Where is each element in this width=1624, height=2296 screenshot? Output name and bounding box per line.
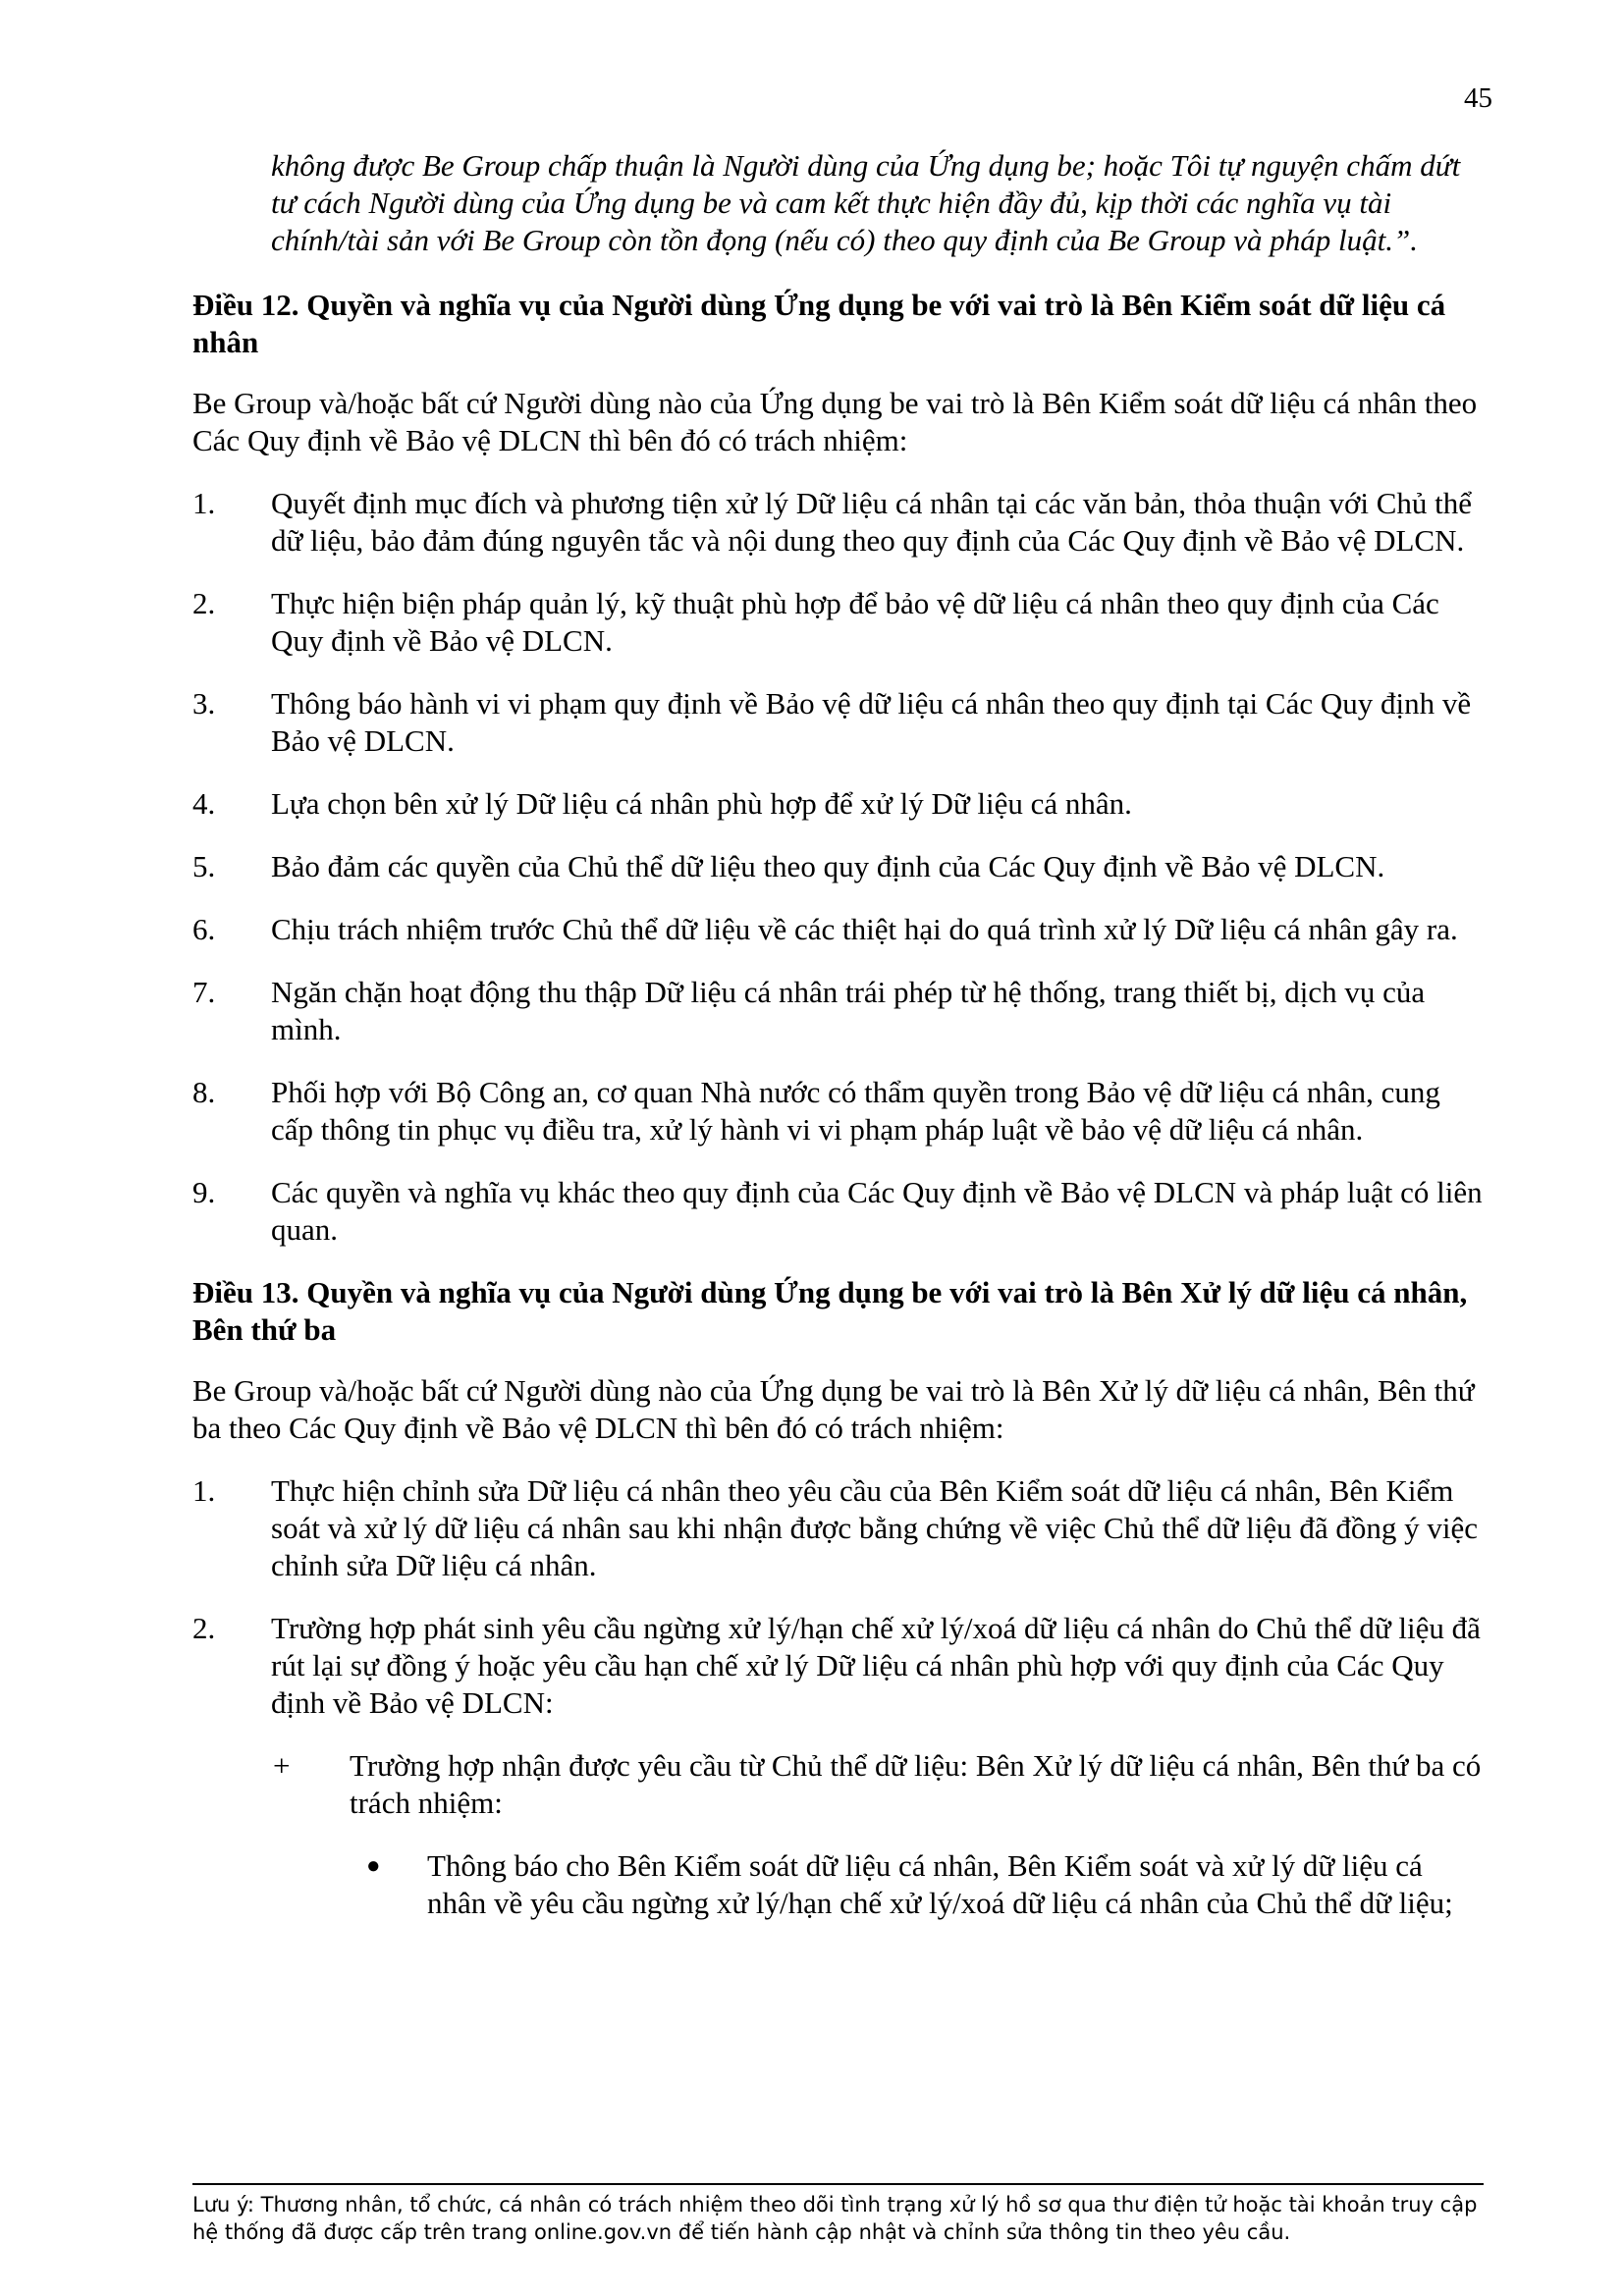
- article-13-item-1: [192, 1472, 1484, 1584]
- item-number: 8.: [192, 1075, 216, 1109]
- sub-item-text: Trường hợp nhận được yêu cầu từ Chủ thể dữ liệu: Bên Xử lý dữ liệu cá nhân, Bên thứ ba có trách nhiệm:: [350, 1748, 1482, 1820]
- article-12-item-9: [192, 1174, 1484, 1249]
- article-12-item-1: [192, 485, 1484, 560]
- item-number: 5.: [192, 849, 216, 883]
- item-text: Thực hiện biện pháp quản lý, kỹ thuật phù hợp để bảo vệ dữ liệu cá nhân theo quy định của Các Quy định về Bảo vệ DLCN.: [271, 586, 1439, 658]
- item-text: Ngăn chặn hoạt động thu thập Dữ liệu cá nhân trái phép từ hệ thống, trang thiết bị, dịch vụ của mình.: [271, 975, 1426, 1046]
- article-12-heading: Điều 12. Quyền và nghĩa vụ của Người dùng Ứng dụng be với vai trò là Bên Kiểm soát dữ liệu cá nhân: [192, 288, 1446, 359]
- item-number: 1.: [192, 486, 216, 520]
- article-12-lead: Be Group và/hoặc bất cứ Người dùng nào của Ứng dụng be vai trò là Bên Kiểm soát dữ liệu cá nhân theo Các Quy định về Bảo vệ DLCN thì bên đó có trách nhiệm:: [192, 386, 1478, 457]
- item-number: 7.: [192, 975, 216, 1009]
- item-text: Trường hợp phát sinh yêu cầu ngừng xử lý/hạn chế xử lý/xoá dữ liệu cá nhân do Chủ thể dữ liệu đã rút lại sự đồng ý hoặc yêu cầu hạn chế xử lý Dữ liệu cá nhân phù hợp với quy định của Các Quy định về Bảo vệ DLCN:: [271, 1611, 1481, 1720]
- item-number: 2.: [192, 586, 216, 620]
- item-number: 6.: [192, 912, 216, 946]
- item-text: Các quyền và nghĩa vụ khác theo quy định của Các Quy định về Bảo vệ DLCN và pháp luật có liên quan.: [271, 1175, 1483, 1247]
- item-text: Lựa chọn bên xử lý Dữ liệu cá nhân phù hợp để xử lý Dữ liệu cá nhân.: [271, 786, 1132, 821]
- bullet-icon: ●: [366, 1853, 381, 1879]
- footer-divider: [192, 2183, 1484, 2185]
- article-12-item-6: [192, 911, 1484, 948]
- item-number: 9.: [192, 1175, 216, 1209]
- intro-italic-paragraph: không được Be Group chấp thuận là Người dùng của Ứng dụng be; hoặc Tôi tự nguyện chấm dứt tư cách Người dùng của Ứng dụng be và cam kết thực hiện đầy đủ, kịp thời các nghĩa vụ tài chính/tài sản với Be Group còn tồn đọng (nếu có) theo quy định của Be Group và pháp luật.”.: [271, 148, 1461, 257]
- item-text: Bảo đảm các quyền của Chủ thể dữ liệu theo quy định của Các Quy định về Bảo vệ DLCN.: [271, 849, 1385, 883]
- article-13-bullet-item: [364, 1847, 1484, 1922]
- article-13-item-2: [192, 1610, 1484, 1722]
- item-text: Phối hợp với Bộ Công an, cơ quan Nhà nước có thẩm quyền trong Bảo vệ dữ liệu cá nhân, cung cấp thông tin phục vụ điều tra, xử lý hành vi vi phạm pháp luật về bảo vệ dữ liệu cá nhân.: [271, 1075, 1440, 1147]
- article-12-item-7: [192, 974, 1484, 1048]
- item-text: Thực hiện chỉnh sửa Dữ liệu cá nhân theo yêu cầu của Bên Kiểm soát dữ liệu cá nhân, Bên Kiểm soát và xử lý dữ liệu cá nhân sau khi nhận được bằng chứng về việc Chủ thể dữ liệu đã đồng ý việc chỉnh sửa Dữ liệu cá nhân.: [271, 1473, 1479, 1582]
- item-text: Chịu trách nhiệm trước Chủ thể dữ liệu về các thiệt hại do quá trình xử lý Dữ liệu cá nhân gây ra.: [271, 912, 1458, 946]
- bullet-text: Thông báo cho Bên Kiểm soát dữ liệu cá nhân, Bên Kiểm soát và xử lý dữ liệu cá nhân về yêu cầu ngừng xử lý/hạn chế xử lý/xoá dữ liệu cá nhân của Chủ thể dữ liệu;: [427, 1848, 1453, 1920]
- item-text: Quyết định mục đích và phương tiện xử lý Dữ liệu cá nhân tại các văn bản, thỏa thuận với Chủ thể dữ liệu, bảo đảm đúng nguyên tắc và nội dung theo quy định của Các Quy định về Bảo vệ DLCN.: [271, 486, 1473, 558]
- footer-note: Lưu ý: Thương nhân, tổ chức, cá nhân có trách nhiệm theo dõi tình trạng xử lý hồ sơ qua thư điện tử hoặc tài khoản truy cập hệ thống đã được cấp trên trang online.gov.vn để tiến hành cập nhật và chỉnh sửa thông tin theo yêu cầu.: [192, 2193, 1478, 2244]
- item-number: 3.: [192, 686, 216, 721]
- item-number: 1.: [192, 1473, 216, 1508]
- article-12-item-5: [192, 848, 1484, 885]
- plus-marker: +: [273, 1748, 291, 1783]
- page-number: 45: [1464, 82, 1492, 114]
- item-number: 4.: [192, 786, 216, 821]
- article-13-lead: Be Group và/hoặc bất cứ Người dùng nào của Ứng dụng be vai trò là Bên Xử lý dữ liệu cá nhân, Bên thứ ba theo Các Quy định về Bảo vệ DLCN thì bên đó có trách nhiệm:: [192, 1373, 1475, 1445]
- item-number: 2.: [192, 1611, 216, 1645]
- article-12-item-4: [192, 785, 1484, 823]
- article-13-heading: Điều 13. Quyền và nghĩa vụ của Người dùng Ứng dụng be với vai trò là Bên Xử lý dữ liệu cá nhân, Bên thứ ba: [192, 1275, 1468, 1347]
- article-13-sub-item: [271, 1747, 1484, 1822]
- page-content: [192, 147, 1484, 1942]
- article-12-item-3: [192, 685, 1484, 760]
- item-text: Thông báo hành vi vi phạm quy định về Bảo vệ dữ liệu cá nhân theo quy định tại Các Quy định về Bảo vệ DLCN.: [271, 686, 1472, 758]
- article-12-item-8: [192, 1074, 1484, 1148]
- article-12-item-2: [192, 585, 1484, 660]
